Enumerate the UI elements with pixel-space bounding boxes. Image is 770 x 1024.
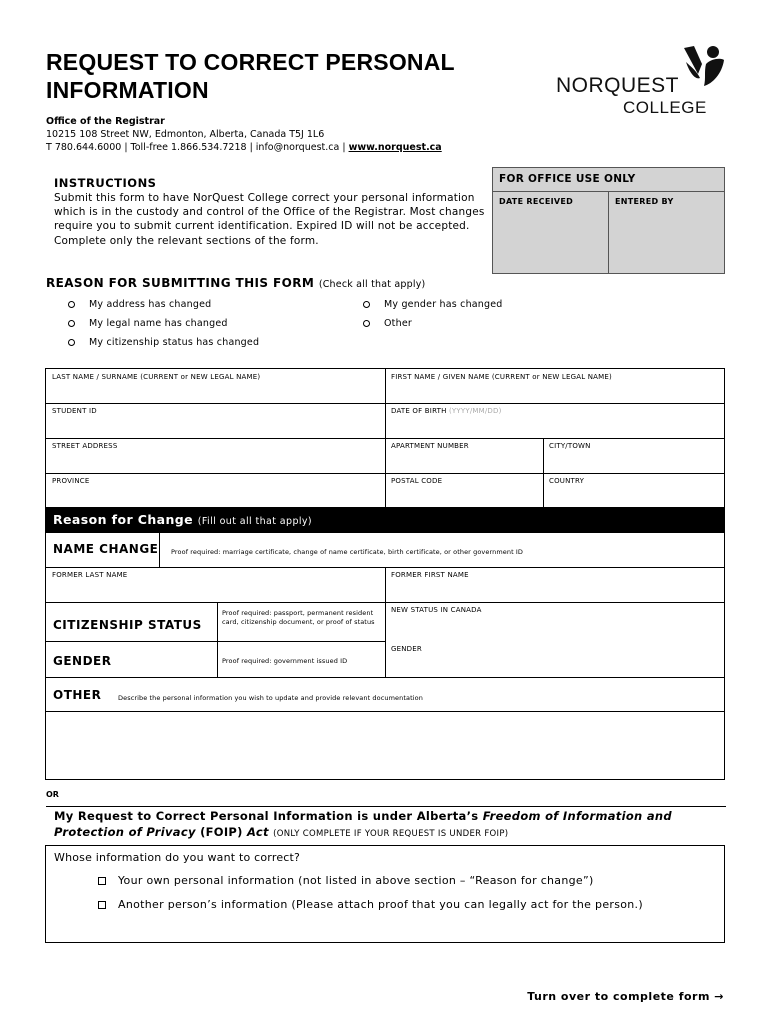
field-label: DATE OF BIRTH (391, 407, 447, 415)
student-id-field[interactable] (46, 403, 385, 438)
city-field[interactable] (543, 438, 725, 473)
option-label: My gender has changed (384, 299, 503, 310)
last-name-field[interactable] (46, 369, 385, 403)
checkbox-icon[interactable] (98, 901, 106, 909)
gender-field[interactable] (385, 641, 725, 677)
instructions-title: INSTRUCTIONS (54, 176, 157, 190)
name-change-label: NAME CHANGE (53, 542, 159, 556)
reason-change-header (46, 507, 724, 533)
citizenship-status-label: CITIZENSHIP STATUS (53, 618, 202, 632)
field-label: FORMER LAST NAME (52, 571, 128, 579)
field-label: APARTMENT NUMBER (391, 442, 469, 450)
instructions-text: Submit this form to have NorQuest College correct your personal information which is in the custody and control of the Office of the Registrar. Most changes require you to submit current identification. Expired ID will not be accepted. Complete only the relevant sections of the form. (54, 192, 485, 247)
first-name-field[interactable] (385, 369, 725, 403)
address: 10215 108 Street NW, Edmonton, Alberta, Canada T5J 1L6 (46, 129, 325, 140)
other-person-checkbox-row[interactable] (98, 898, 643, 911)
own-info-checkbox-row[interactable] (98, 874, 594, 887)
reason-submit-heading (46, 276, 425, 290)
new-status-field[interactable] (385, 602, 725, 641)
radio-circle-icon[interactable] (363, 301, 370, 308)
field-label: POSTAL CODE (391, 477, 443, 485)
former-first-name-field[interactable] (385, 567, 725, 602)
radio-circle-icon[interactable] (363, 320, 370, 327)
checkbox-label: Another person’s information (Please attach proof that you can legally act for the person.) (118, 898, 643, 911)
field-label: GENDER (391, 645, 422, 653)
whose-question: Whose information do you want to correct? (54, 851, 301, 864)
page-title: REQUEST TO CORRECT PERSONAL INFORMATION (46, 49, 455, 103)
reason-change-title: Reason for Change (53, 512, 193, 527)
date-received-label: DATE RECEIVED (499, 197, 574, 206)
office-use-box (492, 167, 725, 274)
logo-wordmark: NORQUEST (556, 74, 680, 97)
option-label: My citizenship status has changed (89, 337, 260, 348)
office-name: Office of the Registrar (46, 116, 165, 127)
radio-circle-icon[interactable] (68, 339, 75, 346)
radio-circle-icon[interactable] (68, 301, 75, 308)
dob-format-hint: (YYYY/MM/DD) (449, 407, 502, 415)
radio-circle-icon[interactable] (68, 320, 75, 327)
reason-submit-note: (Check all that apply) (318, 279, 426, 290)
option-address-changed[interactable] (68, 299, 211, 310)
contact-info: T 780.644.6000 | Toll-free 1.866.534.7218 | info@norquest.ca | (46, 142, 349, 153)
field-label: FORMER FIRST NAME (391, 571, 469, 579)
turn-over-note: Turn over to complete form → (527, 990, 724, 1003)
gender-label: GENDER (53, 654, 112, 668)
field-label: STREET ADDRESS (52, 442, 118, 450)
postal-code-field[interactable] (385, 473, 543, 508)
divider (46, 806, 726, 807)
field-label: CITY/TOWN (549, 442, 591, 450)
field-label: COUNTRY (549, 477, 585, 485)
option-label: My legal name has changed (89, 318, 228, 329)
reason-submit-title: REASON FOR SUBMITTING THIS FORM (46, 276, 315, 290)
field-label: NEW STATUS IN CANADA (391, 606, 482, 614)
or-separator: OR (46, 790, 59, 799)
option-other[interactable] (363, 318, 412, 329)
foip-act-name: Freedom of Information and Protection of Privacy (54, 809, 672, 839)
personal-info-grid (45, 368, 725, 508)
option-legal-name-changed[interactable] (68, 318, 228, 329)
contact-line (46, 142, 442, 153)
option-gender-changed[interactable] (363, 299, 503, 310)
street-address-field[interactable] (46, 438, 385, 473)
apartment-field[interactable] (385, 438, 543, 473)
foip-box (45, 845, 725, 943)
country-field[interactable] (543, 473, 725, 508)
field-label: STUDENT ID (52, 407, 97, 415)
checkbox-icon[interactable] (98, 877, 106, 885)
option-citizenship-changed[interactable] (68, 337, 259, 348)
field-label: FIRST NAME / GIVEN NAME (CURRENT or NEW LEGAL NAME) (391, 373, 612, 381)
foip-text: My Request to Correct Personal Information is under Alberta’s (54, 809, 483, 823)
office-use-title: FOR OFFICE USE ONLY (493, 168, 724, 192)
gender-proof: Proof required: government issued ID (222, 657, 348, 665)
reason-change-grid (45, 507, 725, 780)
province-field[interactable] (46, 473, 385, 508)
foip-text: (FOIP) (195, 824, 248, 839)
dob-field[interactable] (385, 403, 725, 438)
citizenship-proof: Proof required: passport, permanent resident card, citizenship document, or proof of status (222, 609, 375, 626)
other-details-field[interactable] (46, 711, 725, 779)
website-link[interactable]: www.norquest.ca (348, 142, 442, 153)
name-change-proof: Proof required: marriage certificate, change of name certificate, birth certificate, or other government ID (171, 548, 524, 556)
logo-subword: COLLEGE (623, 98, 707, 117)
option-label: My address has changed (89, 299, 212, 310)
foip-act-word: Act (247, 824, 269, 839)
foip-heading (54, 809, 724, 842)
entered-by-label: ENTERED BY (608, 192, 724, 274)
foip-note: (ONLY COMPLETE IF YOUR REQUEST IS UNDER FOIP) (273, 828, 509, 839)
checkbox-label: Your own personal information (not listed in above section – “Reason for change”) (118, 874, 594, 887)
field-label: LAST NAME / SURNAME (CURRENT or NEW LEGAL NAME) (52, 373, 261, 381)
norquest-logo-mark-icon (682, 44, 726, 88)
field-label: PROVINCE (52, 477, 90, 485)
other-label: OTHER (53, 688, 102, 702)
former-last-name-field[interactable] (46, 567, 385, 602)
other-description: Describe the personal information you wish to update and provide relevant documentation (118, 694, 423, 702)
reason-change-note: (Fill out all that apply) (197, 516, 313, 527)
norquest-logo (556, 44, 726, 120)
option-label: Other (384, 318, 412, 329)
